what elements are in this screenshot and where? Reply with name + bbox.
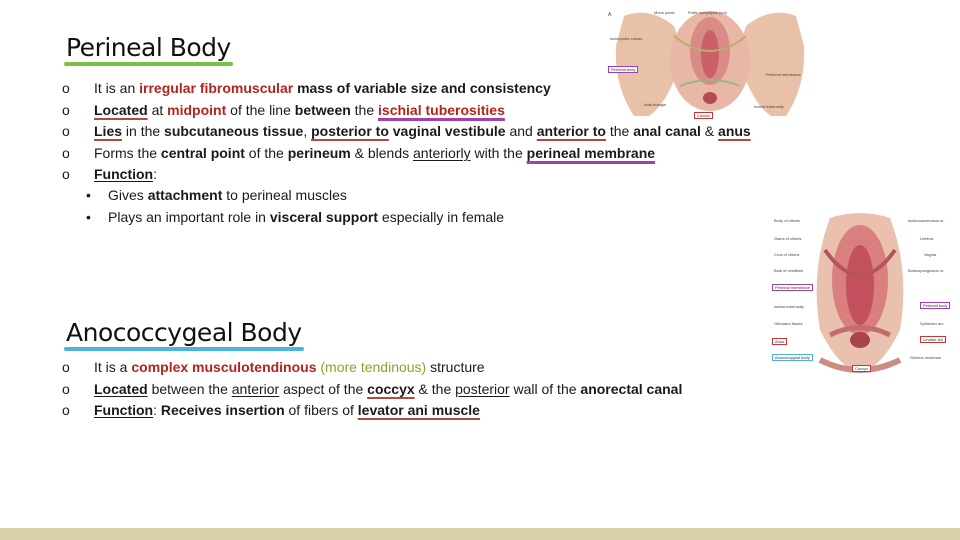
footer-bar <box>0 528 960 540</box>
list-item: • Gives attachment to perineal muscles <box>86 187 347 203</box>
perineum-anatomy-figure: A Mons pubis Pubic symphysis (cut) Ischiopubic ramus Perineal body Perineal membrane Anal triangle Ischial tuberosity Coccyx <box>604 6 816 118</box>
anococcygeal-body-title: Anococcygeal Body <box>66 318 302 347</box>
function-sublist <box>86 184 504 228</box>
list-item: • Plays an important role in visceral support especially in female <box>86 209 505 225</box>
female-perineum-figure: Body of clitoris Glans of clitoris Crus of clitoris Bulb of vestibule Perineal membrane Ischial tuberosity Obturator fascia Anus Anococcygeal body Ischiocavernosus m. Urethra Vagina Bulbospongiosus m. Perineal body Sphincter ani Levator ani Gluteus maximus Coccyx <box>770 210 955 385</box>
perineum-illustration <box>604 6 816 118</box>
perineal-body-title: Perineal Body <box>66 33 231 62</box>
